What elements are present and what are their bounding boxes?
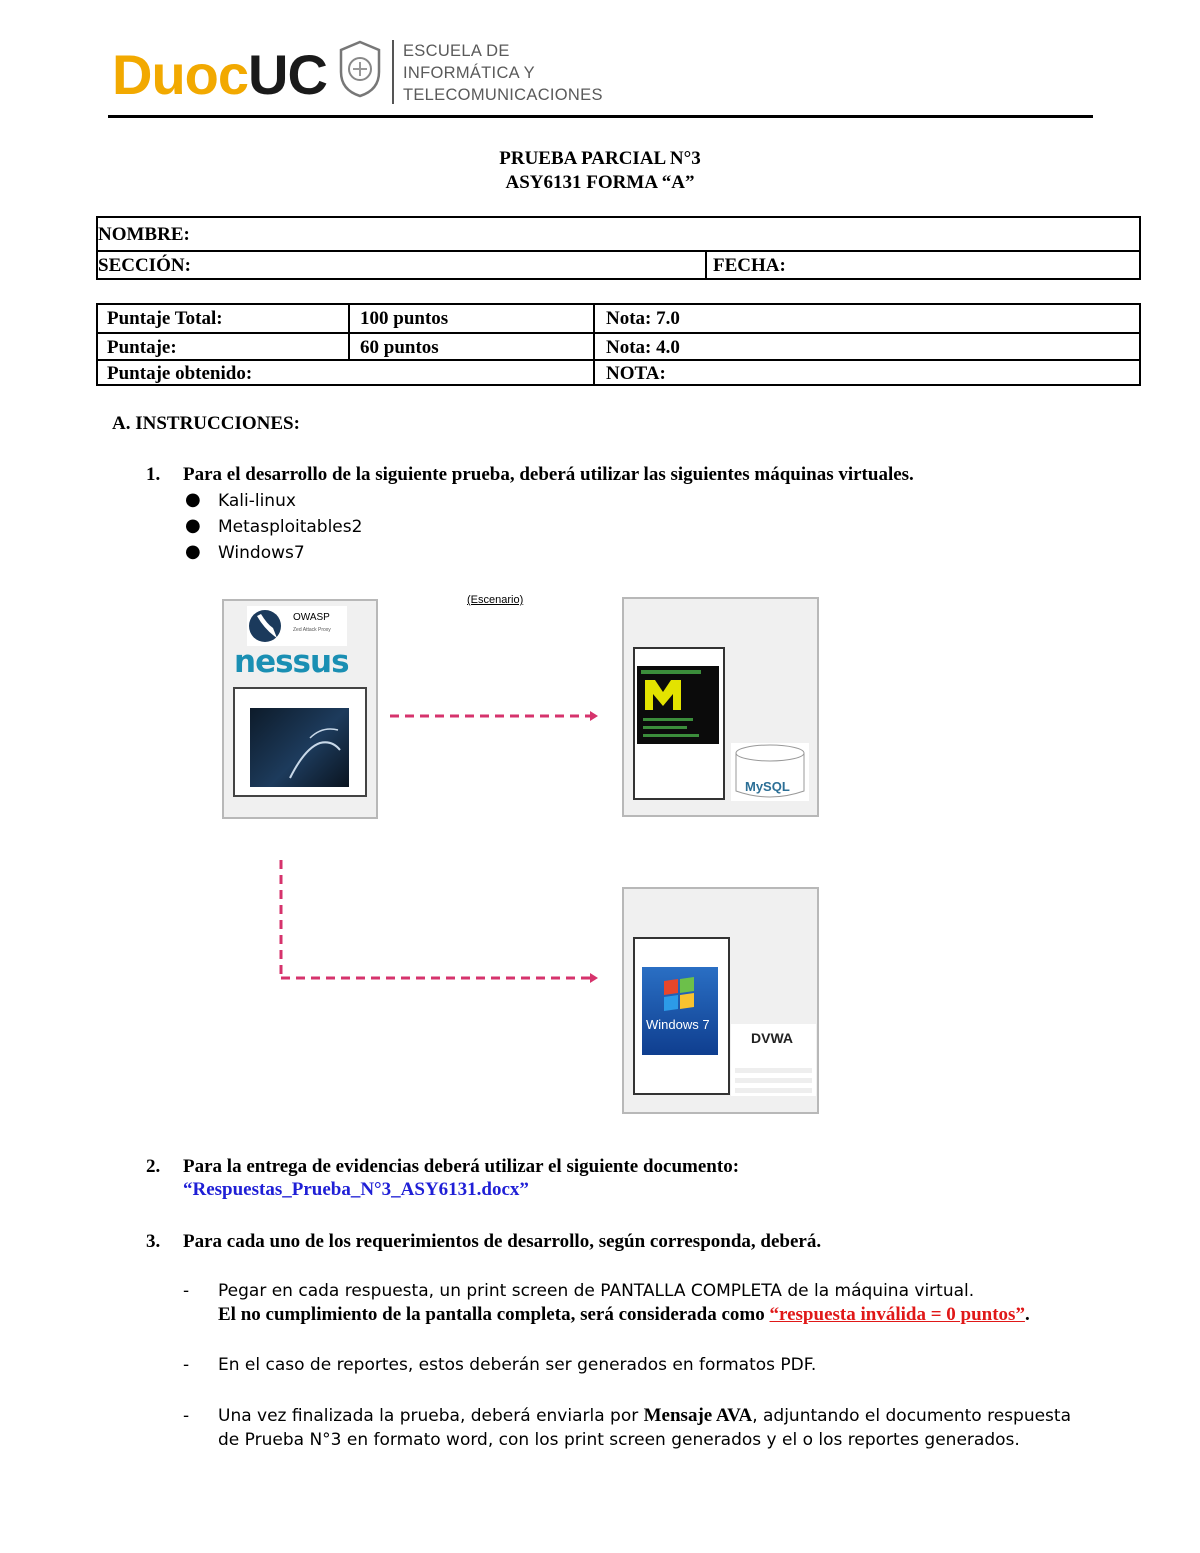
dash-marker: - [183, 1355, 190, 1375]
vm-name: Kali-linux [218, 491, 296, 511]
kali-to-windows-arrow [281, 860, 598, 983]
logo-duoc-text: Duoc [112, 43, 248, 106]
school-line-3: TELECOMUNICACIONES [403, 86, 603, 104]
requirement-screenshot [183, 1279, 1118, 1303]
nota-label: NOTA: [606, 363, 666, 384]
seccion-label: SECCIÓN: [98, 255, 191, 276]
dvwa-logo: DVWA [751, 1030, 793, 1046]
nombre-label: NOMBRE: [98, 224, 190, 245]
requirement-reports-text: En el caso de reportes, estos deberán ser generados en formatos PDF. [218, 1355, 817, 1375]
item-number: 1. [146, 464, 161, 485]
submission-text-post: , adjuntando el documento respuesta [752, 1406, 1071, 1426]
invalid-response-label: “respuesta inválida = 0 puntos” [769, 1304, 1025, 1325]
bullet-icon: ● [185, 541, 201, 562]
bullet-icon: ● [185, 489, 201, 510]
score-cell: Puntaje Total: [107, 308, 223, 329]
score-cell: Puntaje: [107, 337, 177, 358]
item-3-text: Para cada uno de los requerimientos de desarrollo, según corresponda, deberá. [183, 1231, 822, 1252]
windows-label: Windows 7 [646, 1017, 710, 1032]
score-cell: 100 puntos [360, 308, 449, 329]
kali-to-metasploitable-arrow [390, 711, 598, 721]
school-line-1: ESCUELA DE [403, 42, 510, 60]
item-2-text: Para la entrega de evidencias deberá utilizar el siguiente documento: [183, 1156, 740, 1177]
mysql-label: MySQL [745, 779, 790, 794]
vm-name: Metasploitables2 [218, 517, 363, 537]
requirement-reports [183, 1353, 1118, 1377]
requirement-submission [183, 1404, 1138, 1428]
warning-text: El no cumplimiento de la pantalla completa, será considerada como [218, 1304, 770, 1325]
invalid-response-warning [218, 1303, 1030, 1327]
submission-text-pre: Una vez finalizada la prueba, deberá enviarla por [218, 1406, 644, 1426]
warning-end: . [1024, 1304, 1030, 1325]
school-line-2: INFORMÁTICA Y [403, 64, 535, 82]
item-1-text: Para el desarrollo de la siguiente prueba, deberá utilizar las siguientes máquinas virtuales. [183, 464, 914, 485]
item-number: 3. [146, 1231, 161, 1252]
dash-marker: - [183, 1406, 190, 1426]
score-cell: Nota: 7.0 [606, 308, 680, 329]
requirement-screenshot-text: Pegar en cada respuesta, un print screen de PANTALLA COMPLETA de la máquina virtual. [218, 1281, 975, 1301]
nessus-logo: nessus [234, 644, 349, 680]
item-number: 2. [146, 1156, 161, 1177]
fecha-label: FECHA: [713, 255, 786, 276]
dash-marker: - [183, 1281, 190, 1301]
bullet-icon: ● [185, 515, 201, 536]
submission-text-line2: de Prueba N°3 en formato word, con los print screen generados y el o los reportes generados. [218, 1430, 1020, 1450]
vm-name: Windows7 [218, 543, 305, 563]
owasp-sub-label: Zed Attack Proxy [293, 627, 331, 633]
scenario-label: (Escenario) [467, 594, 524, 606]
response-file-name: “Respuestas_Prueba_N°3_ASY6131.docx” [183, 1179, 529, 1200]
obtained-label: Puntaje obtenido: [107, 363, 253, 384]
exam-subtitle: ASY6131 FORMA “A” [505, 172, 695, 193]
owasp-label: OWASP [293, 612, 330, 623]
logo-uc-text: UC [248, 43, 327, 106]
mensaje-ava-label: Mensaje AVA [643, 1405, 753, 1426]
instructions-heading: A. INSTRUCCIONES: [112, 413, 300, 434]
score-cell: 60 puntos [360, 337, 439, 358]
exam-title: PRUEBA PARCIAL N°3 [499, 148, 701, 169]
score-cell: Nota: 4.0 [606, 337, 680, 358]
